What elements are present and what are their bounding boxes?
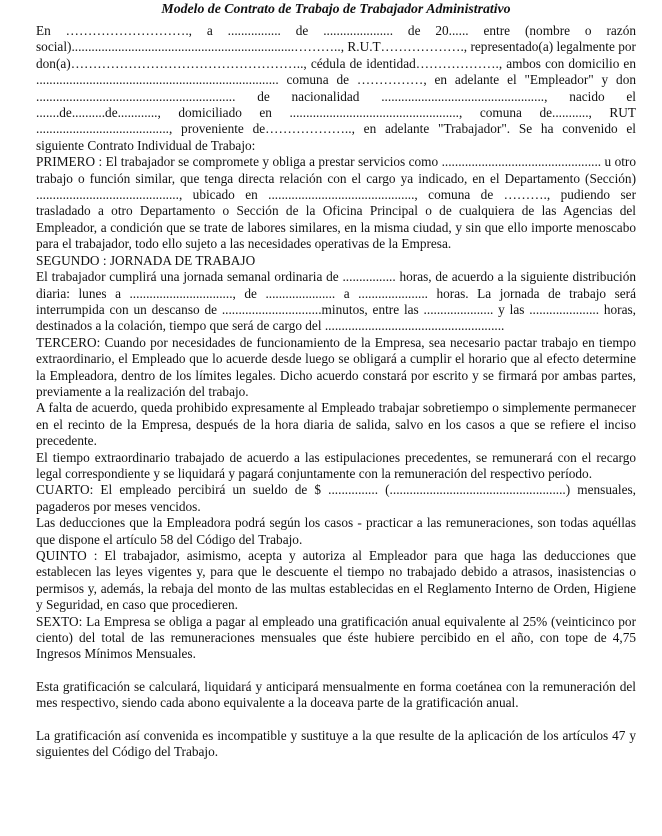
paragraph-quinto: QUINTO : El trabajador, asimismo, acepta y autoriza al Empleador para que haga las deducciones que establecen las leyes vigentes y, para que le descuente el tiempo no trabajado debido a atrasos, inasistencias o permisos y, además, la rebaja del monto de las multas establecidas en el Reglamento Interno de Orden, Higiene y Seguridad, en caso que procedieren.	[36, 548, 636, 613]
document-title: Modelo de Contrato de Trabajo de Trabajador Administrativo	[161, 1, 511, 16]
paragraph-gratificacion-calculo: Esta gratificación se calculará, liquidará y anticipará mensualmente en forma coetánea con la remuneración del mes respectivo, siendo cada abono equivalente a la doceava parte de la gratificación anual.	[36, 678, 636, 711]
paragraph-gratificacion-incompatible: La gratificación así convenida es incompatible y sustituye a la que resulte de la aplicación de los artículos 47 y siguientes del Código del Trabajo.	[36, 727, 636, 760]
paragraph-deducciones: Las deducciones que la Empleadora podrá según los casos - practicar a las remuneraciones, son todas aquéllas que dispone el artículo 58 del Código del Trabajo.	[36, 515, 636, 547]
paragraph-tiempo-extraordinario: El tiempo extraordinario trabajado de acuerdo a las estipulaciones precedentes, se remunerará con el recargo legal correspondiente y se liquidará y pagará conjuntamente con la remuneración del respectivo período.	[36, 449, 636, 481]
paragraph-tercero: TERCERO: Cuando por necesidades de funcionamiento de la Empresa, sea necesario pactar trabajo en tiempo extraordinario, el Empleado que lo acuerde desde luego se obligará a cumplir el horario que al efecto determine la Empleadora, dentro de los límites legales. Dicho acuerdo constará por escrito y se firmará por ambas partes, previamente a la realización del trabajo.	[36, 334, 636, 399]
paragraph-primero: PRIMERO : El trabajador se compromete y obliga a prestar servicios como ................................................ u otro trabajo o función similar, que tenga directa relación con el cargo ya indicado, en el Departamento (Sección) ..........................................., ubicado en ............................................, comuna de ………., pudiendo ser trasladado a otro Departamento o Sección de la Oficina Principal o de cualquiera de las Agencias del Empleador, a condición que se trate de labores similares, en la misma ciudad, y sin que ello importe menoscabo para el trabajador, todo ello sujeto a las necesidades operativas de la Empresa.	[36, 154, 636, 252]
paragraph-parties: En ………………………., a ................ de ..................... de 20...... entre (nombre o razón social)...................................................................……….., R.U.T………………., representado(a) legalmente por don(a)…………………………………………….., cédula de identidad………………., ambos con domicilio en ......................................................................... comuna de ……………, en adelante el "Empleador" y don ............................................................ de nacionalidad ................................................., nacido el .......de..........de............, domiciliado en ..................................................., comuna de..........., RUT ........................................, proveniente de……………….., en adelante "Trabajador". Se ha convenido el siguiente Contrato Individual de Trabajo:	[36, 23, 636, 153]
paragraph-sexto: SEXTO: La Empresa se obliga a pagar al empleado una gratificación anual equivalente al 25% (veinticinco por ciento) del total de las remuneraciones mensuales que éste hubiere percibido en el año, con tope de 4,75 Ingresos Mínimos Mensuales.	[36, 613, 636, 662]
paragraph-cuarto: CUARTO: El empleado percibirá un sueldo de $ ............... (.....................................................) mensuales, pagaderos por meses vencidos.	[36, 482, 636, 514]
paragraph-falta-acuerdo: A falta de acuerdo, queda prohibido expresamente al Empleado trabajar sobretiempo o simplemente permanecer en el recinto de la Empresa, después de la hora diaria de salida, salvo en los casos a que se refiere el inciso precedente.	[36, 400, 636, 449]
paragraph-segundo-heading: SEGUNDO : JORNADA DE TRABAJO	[36, 252, 256, 268]
paragraph-jornada: El trabajador cumplirá una jornada semanal ordinaria de ................ horas, de acuerdo a la siguiente distribución diaria: lunes a ..............................., de ..................... a ..................... horas. La jornada de trabajo será interrumpida con un descanso de ..............................minutos, entre las ..................... y las ..................... horas, destinados a la colación, tiempo que será de cargo del ......................................................	[36, 269, 636, 334]
